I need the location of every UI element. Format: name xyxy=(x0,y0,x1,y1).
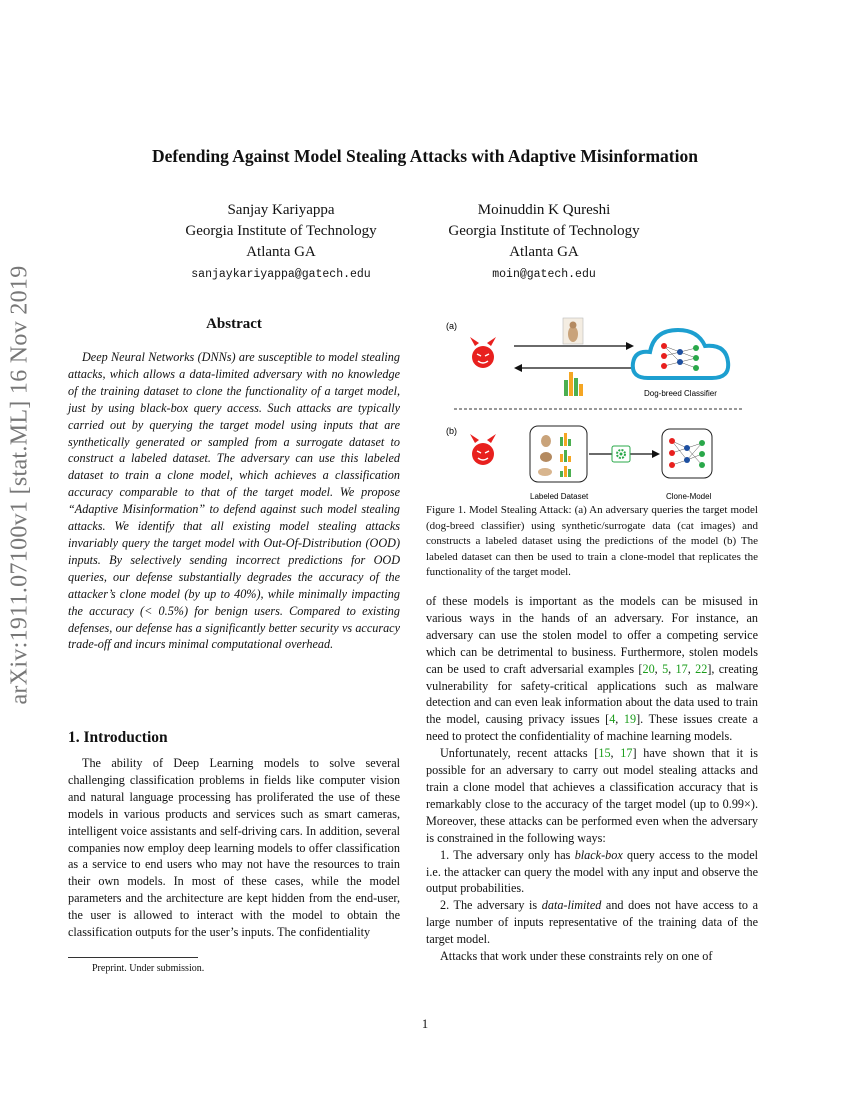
author-location: Atlanta GA xyxy=(246,244,316,260)
paper-title: Defending Against Model Stealing Attacks with Adaptive Misinformation xyxy=(152,146,698,166)
author-location: Atlanta GA xyxy=(509,244,579,260)
citation-link[interactable]: 17 xyxy=(675,661,688,676)
clone-model-label: Clone-Model xyxy=(666,492,712,501)
paragraph: Unfortunately, recent attacks [15, 17] have shown that it is possible for an adversary to carry out model stealing attacks and train a clone model that achieves a classification accuracy that is remarkably close to the accuracy of the target model (up to 0.99×). Moreover, these attacks can be performed even when the adversary is constrained in the following ways: xyxy=(426,746,759,845)
citation-link[interactable]: 19 xyxy=(623,712,637,727)
citation-link[interactable]: 15 xyxy=(598,746,611,761)
target-model-label: Dog-breed Classifier xyxy=(644,389,717,398)
section-heading-introduction: 1. Introduction xyxy=(68,729,168,746)
list-item: 1. The adversary only has black-box query access to the model i.e. the attacker can query the model with any input and observe the output probabilities. xyxy=(426,847,758,896)
paragraph: Attacks that work under these constraints rely on one of xyxy=(440,949,713,964)
page-number: 1 xyxy=(421,1017,429,1031)
author-affiliation: Georgia Institute of Technology xyxy=(185,223,377,239)
author-affiliation: Georgia Institute of Technology xyxy=(448,223,640,239)
list-item: 2. The adversary is data-limited and does not have access to a large number of inputs representative of the training data of the target model. xyxy=(426,898,759,947)
abstract-heading: Abstract xyxy=(206,316,262,332)
author-1 xyxy=(131,200,431,287)
response-arrow-icon xyxy=(514,364,634,372)
footnote: Preprint. Under submission. xyxy=(92,963,205,974)
citation-link[interactable]: 20 xyxy=(642,661,655,676)
citation-link[interactable]: 22 xyxy=(695,661,708,676)
figure-1 xyxy=(426,308,758,508)
labeled-dataset-icon xyxy=(530,426,587,482)
author-email[interactable]: moin@gatech.edu xyxy=(492,268,596,281)
paragraph: of these models is important as the models can be misused in various ways in the hands of an adversary. For instance, an adversary can use the stolen model to offer a competing service which can be detrimental to business. Furthermore, stolen models can be used to craft adversarial examples [20, 5, 17, 22], creating vulnerability for safety-critical applications such as malware detection and can even leak information about the data used to train the model, causing privacy issues [4, 19]. These issues create a need to protect the confidentiality of machine learning models. xyxy=(426,594,759,744)
adversary-devil-icon xyxy=(470,434,496,465)
labeled-dataset-label: Labeled Dataset xyxy=(530,492,589,501)
arxiv-stamp: arXiv:1911.07100v1 [stat.ML] 16 Nov 2019 xyxy=(6,265,33,705)
figure-label-b: (b) xyxy=(446,426,457,436)
cat-image-icon xyxy=(563,318,583,344)
adversary-devil-icon xyxy=(470,337,496,368)
citation-link[interactable]: 5 xyxy=(662,661,669,676)
clone-model-icon xyxy=(662,429,712,478)
figure-label-a: (a) xyxy=(446,321,457,331)
author-email[interactable]: sanjaykariyappa@gatech.edu xyxy=(191,268,371,281)
cloud-icon xyxy=(633,330,728,378)
author-name: Sanjay Kariyappa xyxy=(227,202,335,218)
introduction-body: The ability of Deep Learning models to solve several challenging classification problems in fields like computer vision and natural language processing has proliferated the use of these models in various products and services such as smart cameras, intelligent voice assistants and self-driving cars. In addition, several companies now employ deep learning models to offer classification as a service to end users who may not have the resources to train their own models. In most of these cases, while the model parameters and the architecture are kept hidden from the end-user, the user is allowed to interact with the model to obtain the classification outputs for the user’s inputs. The confidentiality xyxy=(68,756,400,940)
abstract-body: Deep Neural Networks (DNNs) are susceptible to model stealing attacks, which allows a data-limited adversary with no knowledge of the training dataset to clone the functionality of a target model, just by using black-box query access. Such attacks are typically carried out by querying the target model using inputs that are synthetically generated or sampled from a surrogate dataset to construct a labeled dataset. The adversary can use this labeled dataset to train a clone model, which achieves a classification accuracy comparable to that of the target model. We propose “Adaptive Misinformation” to defend against such model stealing attacks. We identify that all existing model stealing attacks invariably query the target model with Out-Of-Distribution (OOD) inputs. By selectively sending incorrect predictions for OOD queries, our defense substantially degrades the accuracy of the attacker’s clone model (by up to 40%), while minimally impacting the accuracy (< 0.5%) for benign users. Compared to existing defenses, our defense has a significantly better security vs accuracy trade-off and incurs minimal computational overhead. xyxy=(68,350,400,652)
prediction-bars-icon xyxy=(564,372,583,396)
figure-caption: Figure 1. Model Stealing Attack: (a) An adversary queries the target model (dog-breed classifier) using synthetic/surrogate data (cat images) and constructs a labeled dataset using the predictions of the model (b) The labeled dataset can then be used to train a clone-model that replicates the functionality of the target model. xyxy=(426,504,758,578)
footnote-rule xyxy=(68,957,198,958)
citation-link[interactable]: 17 xyxy=(620,746,633,761)
citation-link[interactable]: 4 xyxy=(609,712,616,727)
right-column-body xyxy=(426,593,758,965)
author-name: Moinuddin K Qureshi xyxy=(477,202,611,218)
author-2 xyxy=(394,200,694,287)
